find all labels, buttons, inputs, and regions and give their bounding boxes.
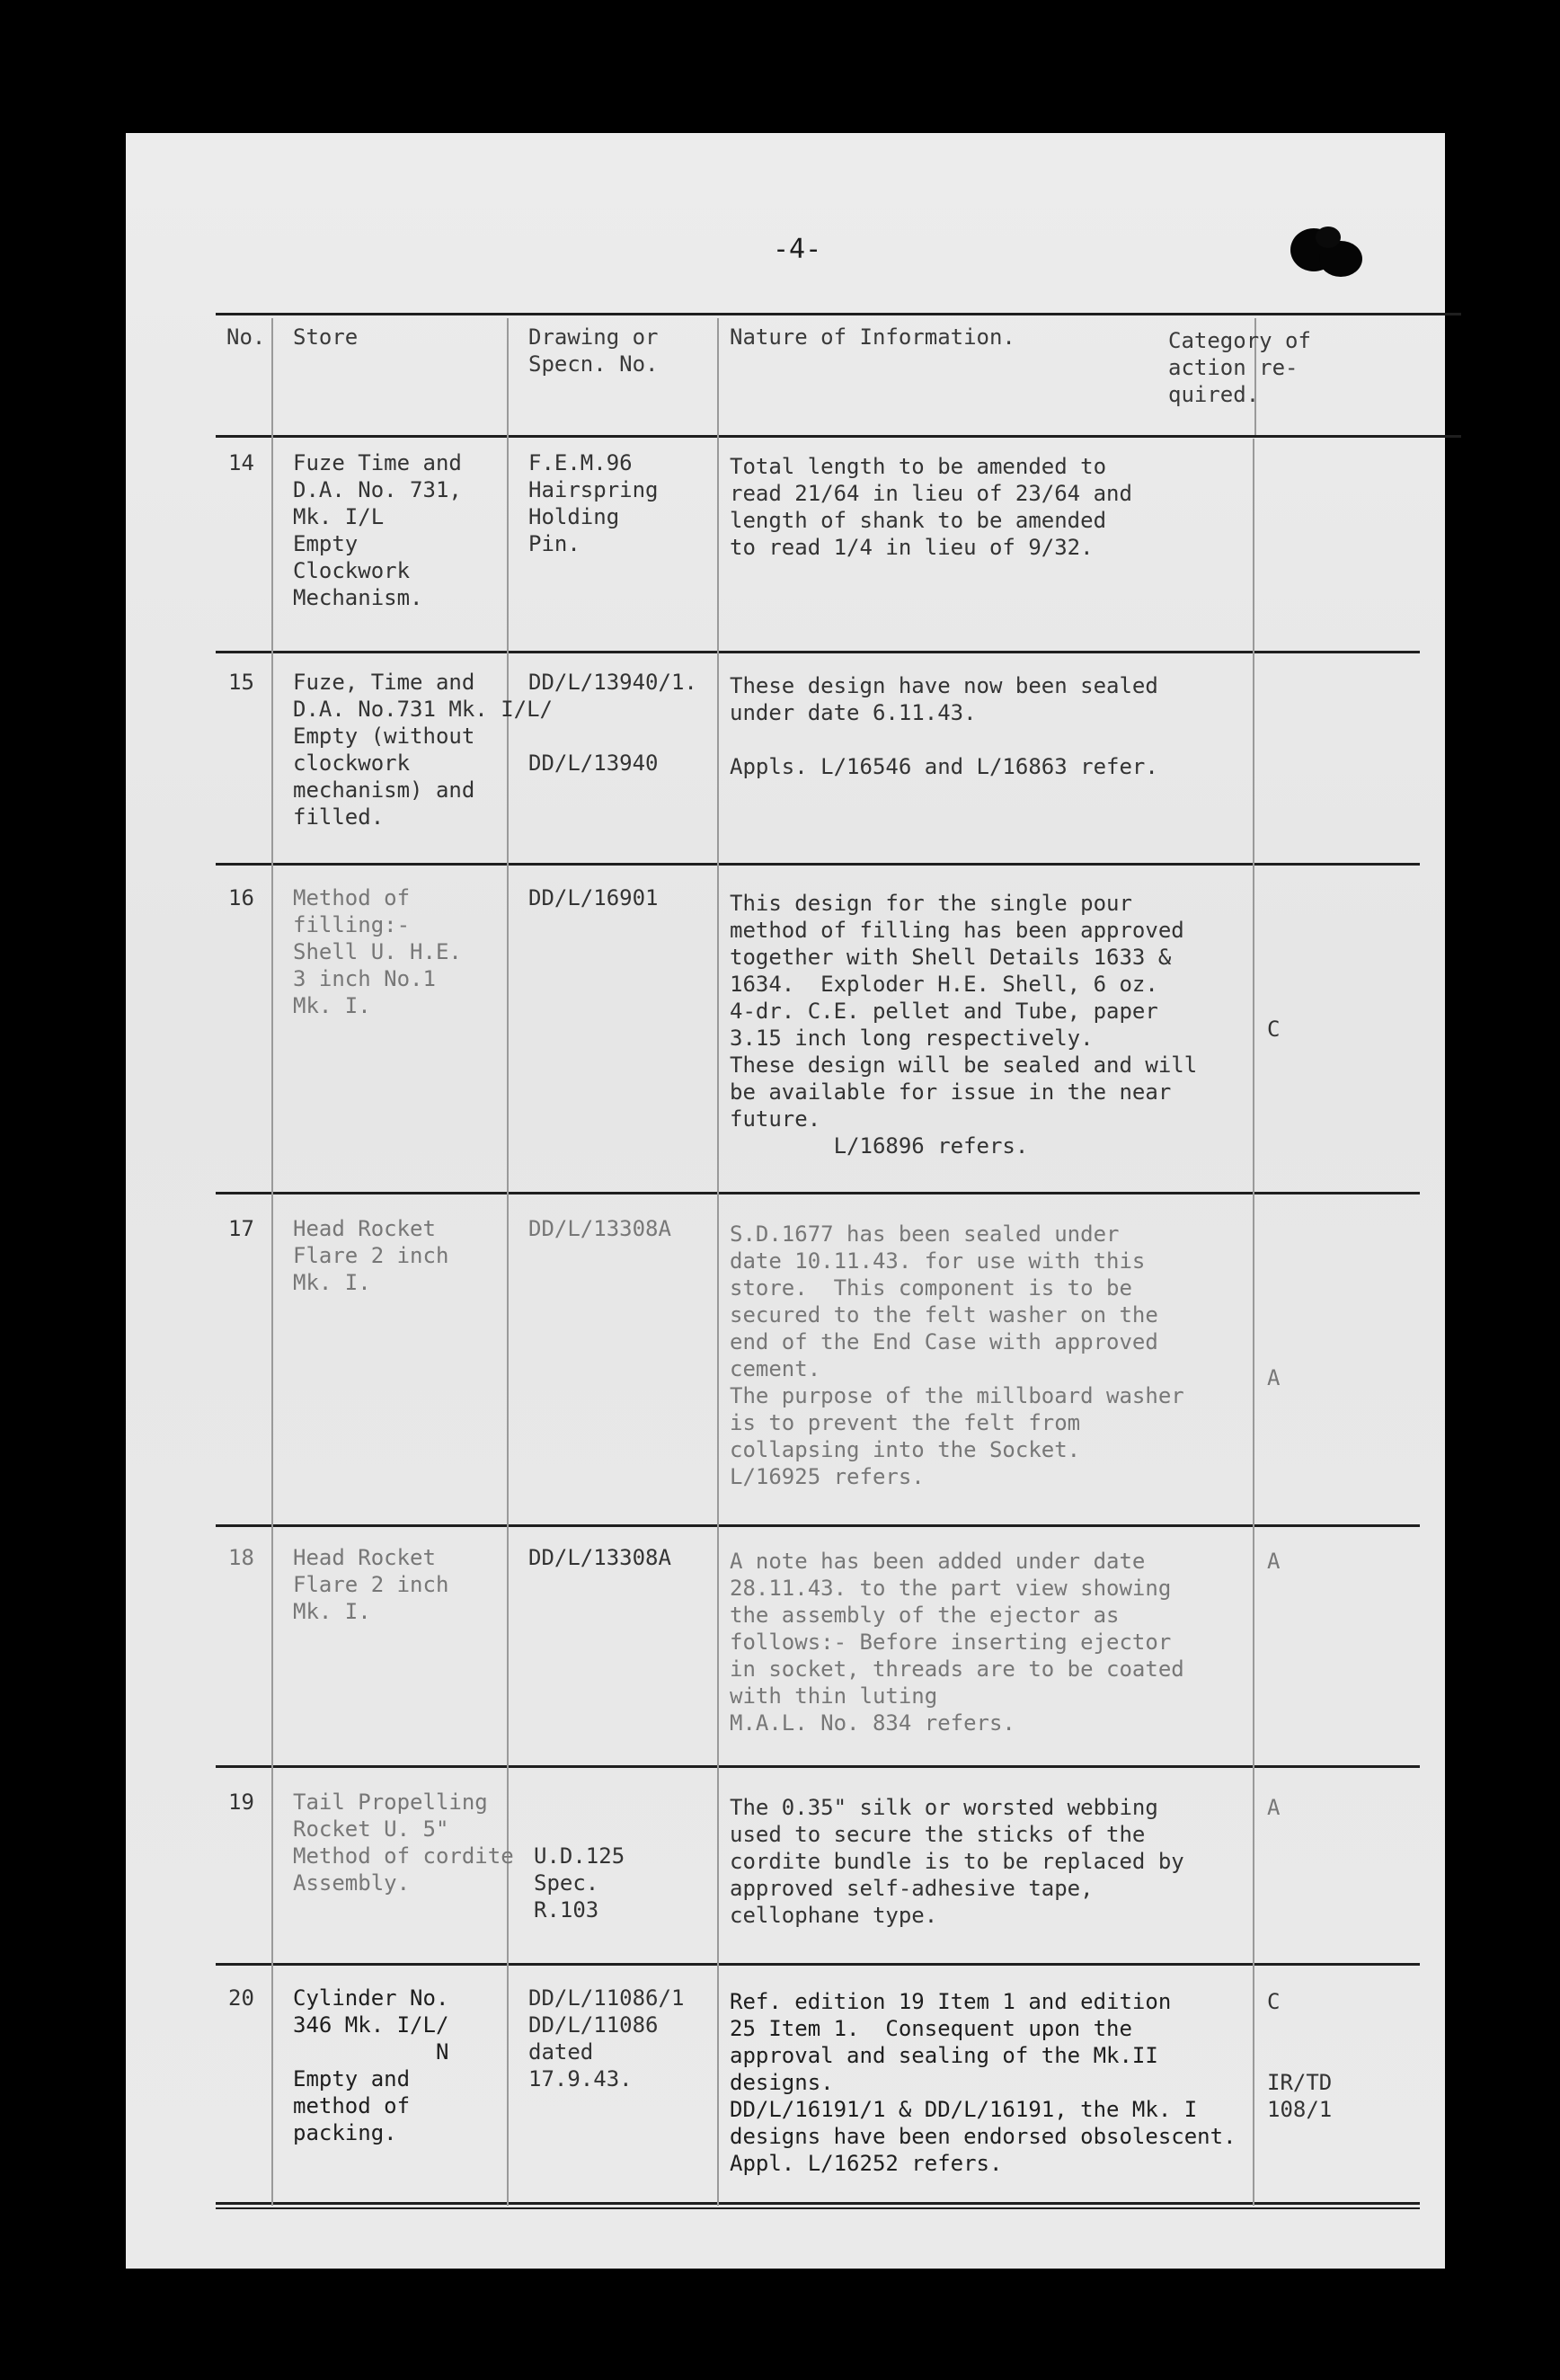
drawing-cell: DD/L/13308A <box>528 1216 671 1241</box>
document-page <box>126 133 1445 2269</box>
column-rule <box>507 318 509 2206</box>
row-divider <box>216 1524 1420 1527</box>
category-cell: A <box>1267 1549 1281 1574</box>
column-rule <box>717 318 719 2206</box>
row-number: 20 <box>228 1985 254 2011</box>
row-divider <box>216 651 1420 653</box>
nature-cell: The 0.35" silk or worsted webbing used to secure the sticks of the cordite bundle is to be replaced by approved self-adhesive tape, cellophane type. <box>730 1795 1184 1928</box>
ink-blot <box>1269 219 1377 291</box>
column-rule <box>1253 439 1254 2206</box>
column-header-drawing: Drawing or Specn. No. <box>528 324 659 377</box>
row-number: 14 <box>228 450 254 475</box>
table-bottom-rule <box>216 2202 1420 2205</box>
row-divider <box>216 1192 1420 1194</box>
row-divider <box>216 1963 1420 1966</box>
page-number: -4- <box>773 234 822 265</box>
category-cell: A <box>1267 1365 1281 1390</box>
column-header-nature: Nature of Information. <box>730 324 1015 350</box>
drawing-cell: F.E.M.96 Hairspring Holding Pin. <box>528 450 659 556</box>
nature-cell: This design for the single pour method of filling has been approved together with Shell Details 1633 & 1634. Exploder H.E. Shell, 6 oz. 4-dr. C.E. pellet and Tube, paper 3.15 inch long respectively. These design will be sealed and will be available for issue in the near future. L/16896 refers. <box>730 891 1198 1159</box>
row-number: 19 <box>228 1789 254 1815</box>
store-cell: Tail Propelling Rocket U. 5" Method of cordite Assembly. <box>293 1789 514 1896</box>
row-number: 18 <box>228 1545 254 1570</box>
column-rule <box>271 318 273 2206</box>
store-cell: Head Rocket Flare 2 inch Mk. I. <box>293 1216 449 1295</box>
column-header-category: Category of action re- quired. <box>1168 328 1311 407</box>
nature-cell: These design have now been sealed under date 6.11.43. Appls. L/16546 and L/16863 refer. <box>730 673 1158 779</box>
column-header-store: Store <box>293 324 359 350</box>
store-cell: Cylinder No. 346 Mk. I/L/ N Empty and method of packing. <box>293 1985 449 2145</box>
store-cell: Method of filling:- Shell U. H.E. 3 inch No.1 Mk. I. <box>293 885 462 1018</box>
nature-cell: Ref. edition 19 Item 1 and edition 25 Item 1. Consequent upon the approval and sealing of the Mk.II designs. DD/L/16191/1 & DD/L/16191, the Mk. I designs have been endorsed obsolescent. Appl. L/16252 refers. <box>730 1989 1236 2176</box>
drawing-cell: DD/L/13308A <box>528 1545 671 1570</box>
drawing-cell: DD/L/11086/1 DD/L/11086 dated 17.9.43. <box>528 1985 685 2091</box>
store-cell: Fuze Time and D.A. No. 731, Mk. I/L Empty Clockwork Mechanism. <box>293 450 462 610</box>
store-cell: Head Rocket Flare 2 inch Mk. I. <box>293 1545 449 1624</box>
drawing-cell: U.D.125 Spec. R.103 <box>534 1843 625 1923</box>
row-number: 17 <box>228 1216 254 1241</box>
row-divider <box>216 1765 1420 1768</box>
table-bottom-rule-2 <box>216 2207 1420 2209</box>
row-number: 15 <box>228 670 254 695</box>
row-number: 16 <box>228 885 254 910</box>
category-cell: C <box>1267 1017 1281 1042</box>
drawing-cell: DD/L/16901 <box>528 885 659 910</box>
category-cell: C IR/TD 108/1 <box>1267 1989 1333 2122</box>
table-top-rule <box>216 313 1461 315</box>
row-divider <box>216 863 1420 866</box>
store-cell: Fuze, Time and D.A. No.731 Mk. I/L/ Empty (without clockwork mechanism) and filled. <box>293 670 553 830</box>
drawing-cell: DD/L/13940/1. DD/L/13940 <box>528 670 697 776</box>
nature-cell: Total length to be amended to read 21/64 in lieu of 23/64 and length of shank to be amended to read 1/4 in lieu of 9/32. <box>730 454 1132 560</box>
column-header-no: No. <box>226 324 266 350</box>
header-bottom-rule <box>216 435 1461 438</box>
nature-cell: A note has been added under date 28.11.43. to the part view showing the assembly of the ejector as follows:- Before inserting ejector in socket, threads are to be coated with thin luting M.A.L. No. 834 refers. <box>730 1549 1184 1736</box>
nature-cell: S.D.1677 has been sealed under date 10.11.43. for use with this store. This component is to be secured to the felt washer on the end of the End Case with approved cement. The purpose of the millboard washer is to prevent the felt from collapsing into the Socket. L/16925 refers. <box>730 1221 1184 1489</box>
category-cell: A <box>1267 1795 1281 1820</box>
